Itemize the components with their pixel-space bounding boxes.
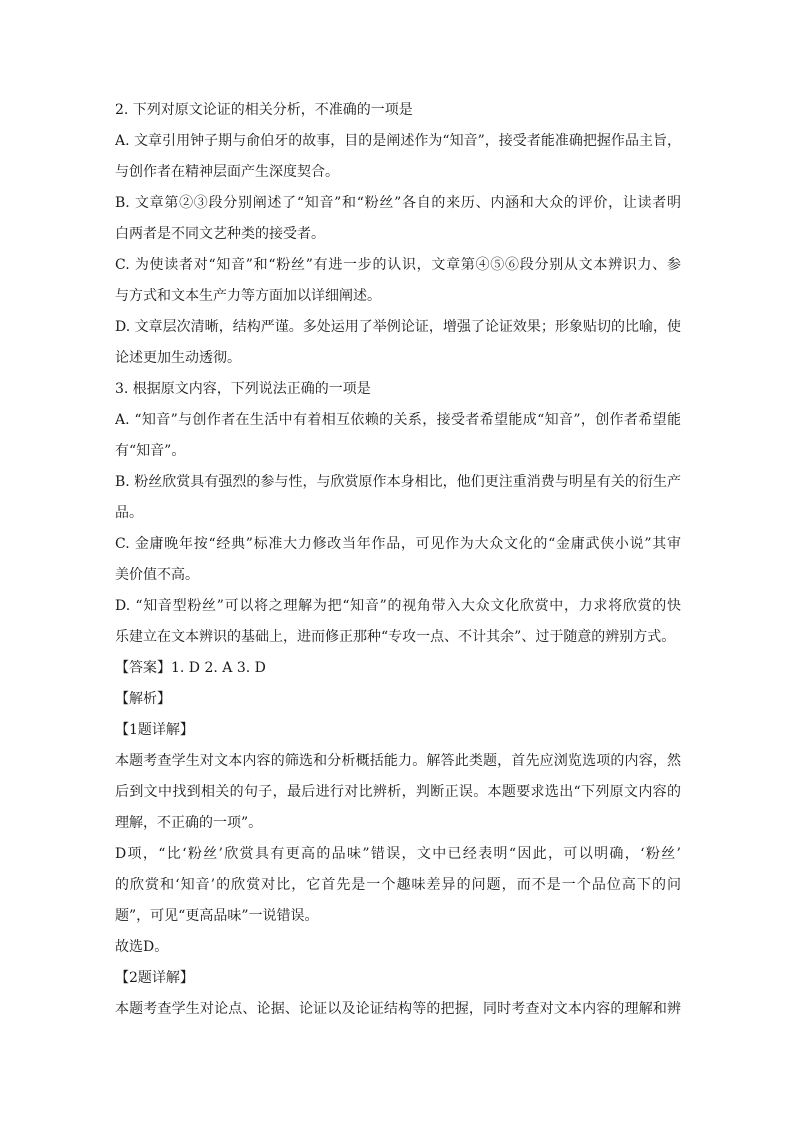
text-line: 题”，可见“更高品味”一说错误。 (115, 908, 319, 924)
text-line: 故选D。 (115, 939, 169, 955)
text-line: 品。 (115, 505, 143, 521)
text-line: D. “知音型粉丝”可以将之理解为把“知音”的视角带入大众文化欣赏中，力求将欣赏的快 (115, 598, 681, 614)
text-line: A. 文章引用钟子期与俞伯牙的故事，目的是阐述作为“知音”，接受者能准确把握作品主旨， (115, 133, 681, 149)
text-line: D项，“比‘粉丝’欣赏具有更高的品味”错误，文中已经表明“因此，可以明确，‘粉丝’ (115, 846, 681, 862)
text-line: B. 粉丝欣赏具有强烈的参与性，与欣赏原作本身相比，他们更注重消费与明星有关的衍生产 (115, 474, 681, 490)
text-line: 本题考查学生对文本内容的筛选和分析概括能力。解答此类题，首先应浏览选项的内容，然 (115, 753, 681, 769)
text-line: 的欣赏和‘知音’的欣赏对比，它首先是一个趣味差异的问题，而不是一个品位高下的问 (115, 877, 681, 893)
text-line: 论述更加生动透彻。 (115, 350, 241, 366)
text-line: 有“知音”。 (115, 443, 186, 459)
text-line: 后到文中找到相关的句子，最后进行对比辨析，判断正误。本题要求选出“下列原文内容的 (115, 784, 681, 800)
text-line: 与方式和文本生产力等方面加以详细阐述。 (115, 288, 381, 304)
text-line: B. 文章第②③段分别阐述了“知音”和“粉丝”各自的来历、内涵和大众的评价，让读者明 (115, 195, 681, 211)
text-line: 【解析】 (115, 691, 171, 707)
text-line: 【2题详解】 (115, 970, 194, 986)
text-line: 美价值不高。 (115, 567, 199, 583)
text-line: 本题考查学生对论点、论据、论证以及论证结构等的把握，同时考查对文本内容的理解和辨 (115, 1001, 681, 1017)
text-line: 理解，不正确的一项”。 (115, 815, 263, 831)
text-line: 【答案】1. D 2. A 3. D (115, 660, 266, 676)
text-line: D. 文章层次清晰，结构严谨。多处运用了举例论证，增强了论证效果；形象贴切的比喻，使 (115, 319, 681, 335)
text-line: 乐建立在文本辨识的基础上，进而修正那种“专攻一点、不计其余”、过于随意的辨别方式。 (115, 629, 676, 645)
text-line: 与创作者在精神层面产生深度契合。 (115, 164, 339, 180)
text-line: 3. 根据原文内容，下列说法正确的一项是 (115, 381, 371, 397)
document-body (115, 100, 681, 1019)
text-line: A. “知音”与创作者在生活中有着相互依赖的关系，接受者希望能成“知音”，创作者希望能 (115, 412, 681, 428)
text-line: C. 为使读者对“知音”和“粉丝”有进一步的认识，文章第④⑤⑥段分别从文本辨识力、参 (115, 257, 681, 273)
text-line: 2. 下列对原文论证的相关分析，不准确的一项是 (115, 102, 413, 118)
text-line: 白两者是不同文艺种类的接受者。 (115, 226, 325, 242)
text-line: C. 金庸晚年按“经典”标准大力修改当年作品，可见作为大众文化的“金庸武侠小说”其审 (115, 536, 681, 552)
text-line: 【1题详解】 (115, 722, 194, 738)
